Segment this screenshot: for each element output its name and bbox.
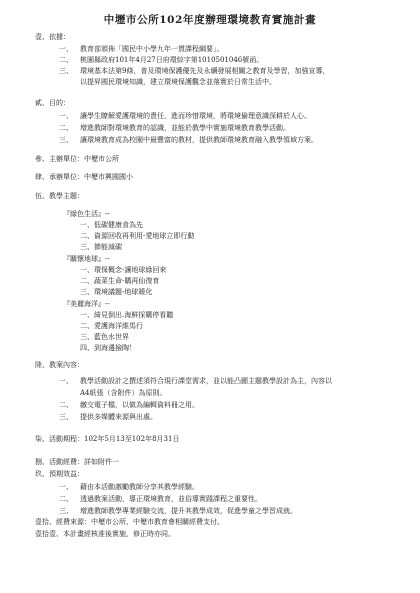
section-funding-source: 壹拾、經費來源：中壢市公所、中壢市教育會相關經費支付。 — [35, 518, 224, 526]
section-basis-heading: 壹、依據： — [35, 33, 70, 41]
theme-beautiful-ocean: 『美麗海洋』-- — [63, 300, 110, 308]
lesson-item-2-text: 繳交電子檔，以做為編輯資料冊之用。 — [80, 401, 199, 409]
purpose-item-3-text: 讓環境教育成為校園中最豐富的教材，提供教師環境教育融入教學領域方案。 — [80, 136, 318, 144]
benefit-item-2-number: 二、 — [59, 495, 73, 503]
theme-green-life: 『綠色生活』-- — [63, 210, 110, 218]
purpose-item-1-number: 一、 — [59, 112, 73, 120]
purpose-item-2-text: 增進教師對環境教育的認識，並能於教學中實施環境教育教學活動。 — [80, 124, 290, 132]
section-purpose-heading: 貳、目的： — [35, 99, 70, 107]
section-benefits-heading: 玖、預期效益： — [35, 470, 84, 478]
basis-item-1-text: 教育部頒佈「國民中小學九年一貫課程綱要」。 — [80, 45, 224, 53]
theme-care-earth-item-1: 一、環保概念-讓地球綠回來 — [80, 266, 167, 274]
theme-green-life-item-3: 三、節能減碳 — [80, 243, 122, 251]
basis-item-3-text-line-2: 以提昇國民環境知識，建立環境保護觀念並落實於日常生活中。 — [80, 78, 276, 86]
benefit-item-2-text: 透過教案活動，導正環境教育，並俗導實踐課程之重要性。 — [80, 495, 262, 503]
basis-item-3-text-line-1: 環境基本法第9條，普及環境保護優先及永續發展相關之教育及學習，加強宣導， — [80, 67, 330, 75]
page-title: 中壢市公所102年度辦理環境教育實施計畫 — [103, 14, 317, 26]
theme-care-earth-item-3: 三、環境議題-地球暖化 — [80, 288, 153, 296]
section-schedule: 柒、活動期程：102年5月13至102年8月31日 — [35, 435, 180, 443]
lesson-item-3-text: 提供多媒體來源與出處。 — [80, 413, 157, 421]
theme-care-earth-item-2: 二、蔬菜生命-購再仙復育 — [80, 277, 160, 285]
lesson-item-1-number: 一、 — [59, 377, 73, 385]
lesson-item-2-number: 二、 — [59, 401, 73, 409]
theme-beautiful-ocean-item-1: 一、綺見倒出.海鮮採購停看聽 — [80, 311, 174, 319]
benefit-item-1-number: 一、 — [59, 483, 73, 491]
benefit-item-3-text: 增進教師教學專業經驗交流，提升其教學成效，促進學童之學習成就。 — [80, 507, 297, 515]
lesson-item-1-text-line-1: 教學活動設計之撰述須符合現行課堂需求，並以能凸顯主題教學設計為主，內容以 — [80, 377, 332, 385]
lesson-item-3-number: 三、 — [59, 413, 73, 421]
theme-beautiful-ocean-item-3: 三、藍色水世界 — [80, 333, 129, 341]
section-executor: 肆、承辦單位：中壢市興國國小 — [35, 173, 133, 181]
section-organizer: 參、主辦單位：中壢市公所 — [35, 155, 119, 163]
theme-green-life-item-1: 一、低碳健康食為先 — [80, 221, 143, 229]
benefit-item-1-text: 藉由本活動激勵教師分享其教學經驗。 — [80, 483, 199, 491]
basis-item-3-number: 三、 — [59, 67, 73, 75]
basis-item-2-number: 二、 — [59, 56, 73, 64]
theme-beautiful-ocean-item-2: 二、愛護海洋維馬行 — [80, 322, 143, 330]
purpose-item-1-text: 讓學生瞭解愛護環境的責任，進而珍惜環境，將環境倫理意識深耕於人心。 — [80, 112, 311, 120]
section-lesson-content-heading: 陸、教案內容： — [35, 361, 84, 369]
basis-item-1-number: 一、 — [59, 45, 73, 53]
theme-beautiful-ocean-item-4: 四、到海邊撿陶！ — [80, 344, 136, 352]
purpose-item-3-number: 三、 — [59, 136, 73, 144]
theme-care-earth: 『關懷地球』-- — [63, 255, 110, 263]
lesson-item-1-text-line-2: A4紙張（含附件）為原則。 — [80, 389, 167, 397]
basis-item-2-text: 桃園縣政府101年4月27日府環綜字第1010501046號函。 — [80, 56, 264, 64]
section-implementation: 壹拾壹、本計畫經核准後實施，修正時亦同。 — [35, 530, 175, 538]
theme-green-life-item-2: 二、資源回收再利用-愛地球立即行動 — [80, 232, 195, 240]
benefit-item-3-number: 三、 — [59, 507, 73, 515]
purpose-item-2-number: 二、 — [59, 124, 73, 132]
section-themes-heading: 伍、教學主題： — [35, 192, 84, 200]
section-budget: 捌、活動經費：詳如附件一 — [35, 458, 119, 466]
